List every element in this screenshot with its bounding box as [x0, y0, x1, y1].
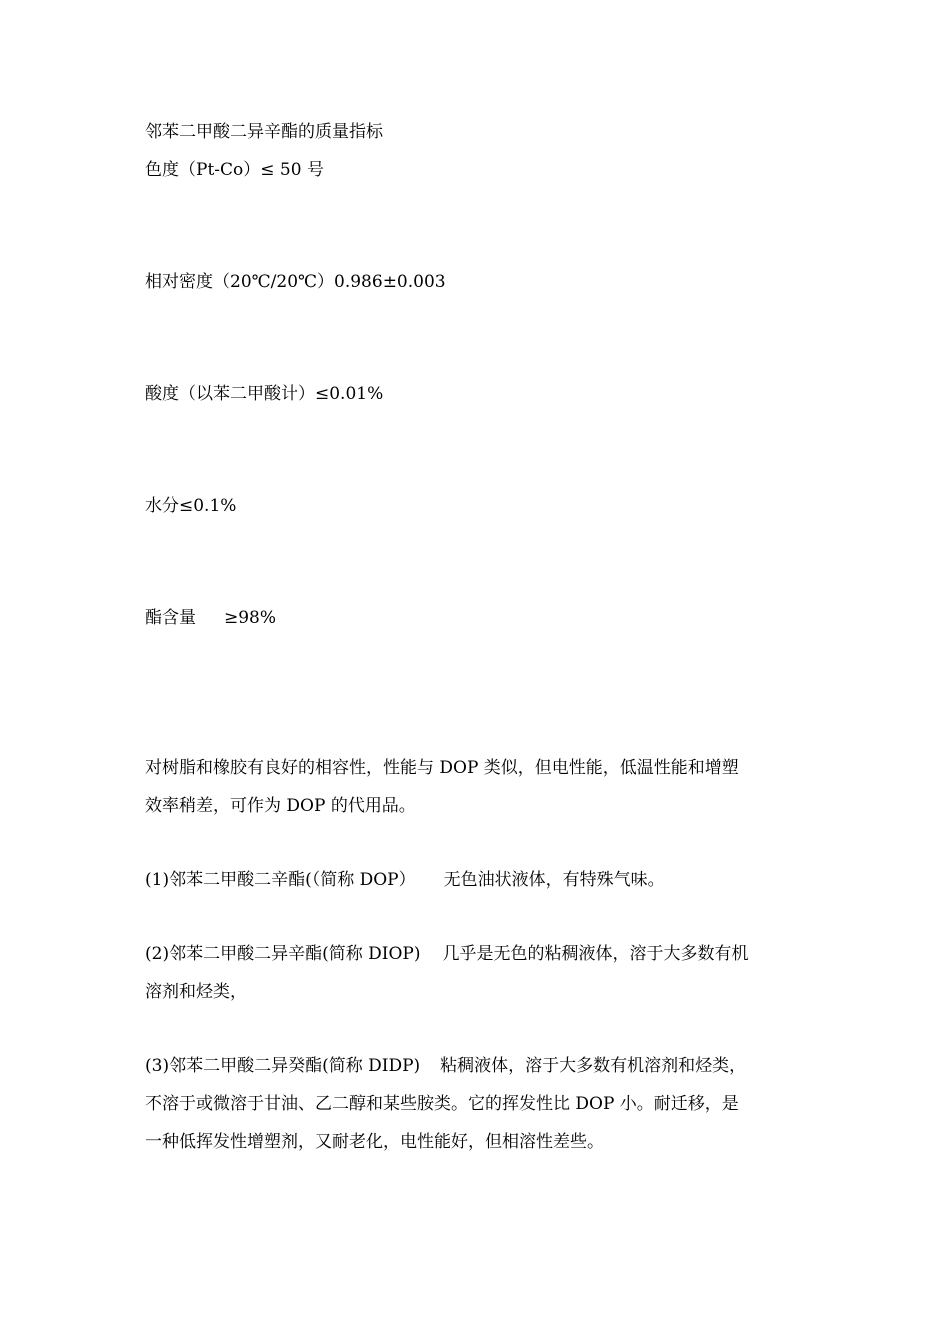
spec-acidity: 酸度（以苯二甲酸计）≤0.01%: [145, 384, 384, 404]
spec-moisture: 水分≤0.1%: [145, 496, 237, 516]
item-2-desc: 几乎是无色的粘稠液体，溶于大多数有机: [442, 944, 749, 964]
item-3-continuation-1: 不溶于或微溶于甘油、乙二醇和某些胺类。它的挥发性比 DOP 小。耐迁移，是: [145, 1094, 739, 1114]
item-1-desc: 无色油状液体，有特殊气味。: [443, 870, 665, 890]
spec-ester-label: 酯含量: [145, 608, 196, 628]
item-3-name: (3)邻苯二甲酸二异癸酯(简称 DIDP): [145, 1056, 421, 1076]
item-1-name: (1)邻苯二甲酸二辛酯(（简称 DOP）: [145, 870, 416, 890]
item-3-desc: 粘稠液体，溶于大多数有机溶剂和烃类，: [440, 1056, 747, 1076]
item-2-name: (2)邻苯二甲酸二异辛酯(简称 DIOP): [145, 944, 421, 964]
spec-ester-value: ≥98%: [224, 608, 277, 628]
item-3-continuation-2: 一种低挥发性增塑剂，又耐老化，电性能好，但相溶性差些。: [145, 1132, 604, 1152]
spec-title: 邻苯二甲酸二异辛酯的质量指标: [145, 122, 383, 142]
item-3: [145, 1055, 746, 1077]
item-2: [145, 943, 748, 965]
description-line-1: 对树脂和橡胶有良好的相容性，性能与 DOP 类似，但电性能，低温性能和增塑: [145, 758, 739, 778]
item-1: [145, 869, 665, 891]
description-line-2: 效率稍差，可作为 DOP 的代用品。: [145, 796, 416, 816]
item-2-continuation: 溶剂和烃类，: [145, 982, 247, 1002]
spec-ester: [145, 607, 276, 629]
spec-color: 色度（Pt-Co）≤ 50 号: [145, 160, 324, 180]
spec-density: 相对密度（20℃/20℃）0.986±0.003: [145, 272, 446, 292]
